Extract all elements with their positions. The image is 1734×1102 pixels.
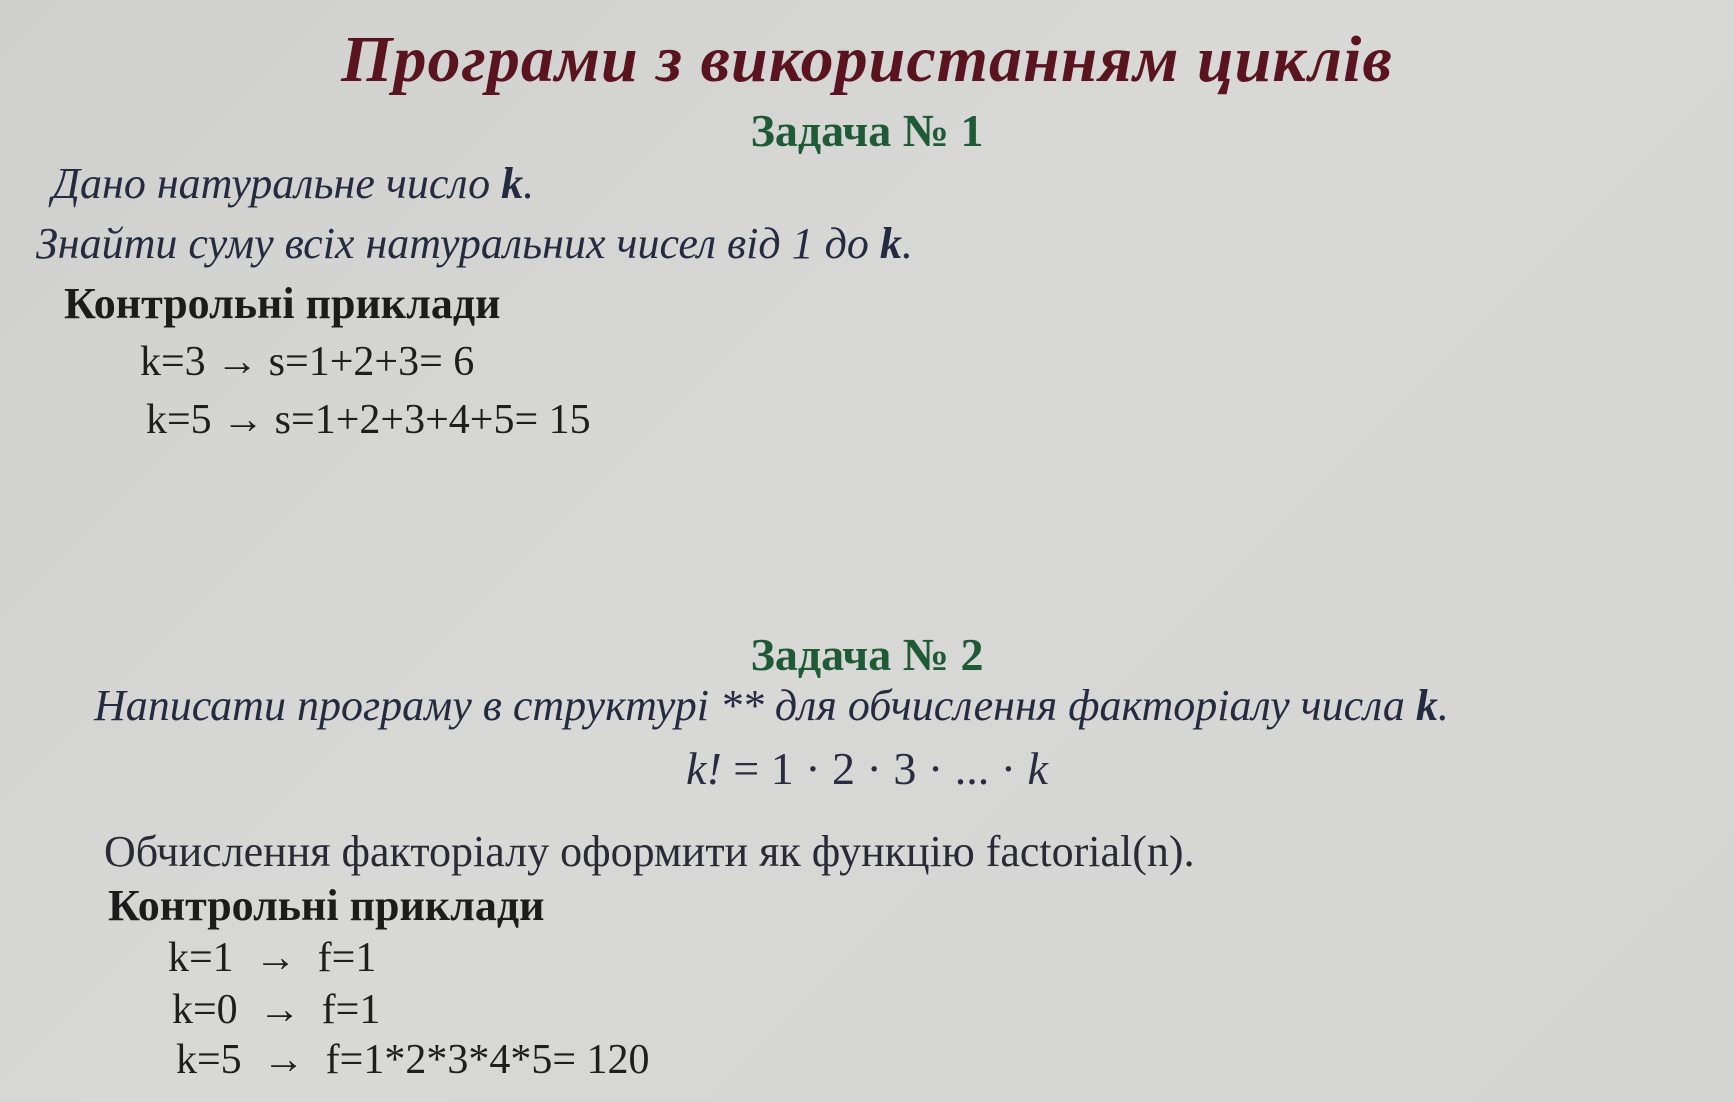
task2-heading: Задача № 2 xyxy=(750,629,984,680)
task1-line2-end: . xyxy=(901,219,913,268)
task1-line2-text: Знайти суму всіх натуральних чисел від 1 до xyxy=(36,219,880,268)
formula-mid: = 1 · 2 · 3 · ... · xyxy=(721,743,1028,794)
task1-heading: Задача № 1 xyxy=(750,105,984,156)
task1-examples-label: Контрольні приклади xyxy=(64,279,501,328)
page-title: Програми з використанням циклів xyxy=(341,23,1393,96)
task1-line1-text: Дано натуральне число xyxy=(52,159,502,208)
task2-example-3: k=5 → f=1*2*3*4*5= 120 xyxy=(176,1037,650,1083)
task2-example-2: k=0 → f=1 xyxy=(172,987,381,1033)
task1-line1-end: . xyxy=(523,159,535,208)
task1-example-1: k=3 → s=1+2+3= 6 xyxy=(140,339,475,385)
task2-line1-var: k xyxy=(1415,681,1438,730)
formula-rhs: k xyxy=(1027,743,1048,794)
task1-line1-var: k xyxy=(501,159,524,208)
task2-line1-end: . xyxy=(1437,681,1449,730)
task1-statement-line1 xyxy=(52,158,534,209)
task2-example-1: k=1 → f=1 xyxy=(168,935,377,981)
task2-examples-label: Контрольні приклади xyxy=(108,881,545,930)
task2-note: Обчислення факторіалу оформити як функцію factorial(n). xyxy=(104,827,1195,876)
task2-line1-text: Написати програму в структурі ** для обчислення факторіалу числа xyxy=(94,681,1416,730)
task1-statement-line2 xyxy=(36,218,913,269)
task2-statement xyxy=(94,680,1449,731)
task1-example-2: k=5 → s=1+2+3+4+5= 15 xyxy=(146,397,591,443)
factorial-formula xyxy=(0,742,1734,795)
formula-lhs: k! xyxy=(686,743,722,794)
task1-line2-var: k xyxy=(879,219,902,268)
